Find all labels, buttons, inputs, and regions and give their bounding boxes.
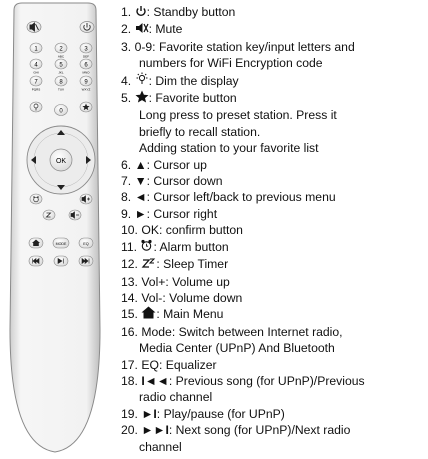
legend-item-number: 5. (121, 91, 132, 106)
legend-item-text: : Alarm button (153, 239, 229, 254)
legend-item (121, 72, 426, 90)
legend-item-text: 0-9: Favorite station key/input letters and (134, 39, 355, 54)
legend-item-text: : Play/pause (for UPnP) (156, 406, 285, 421)
svg-text:5: 5 (59, 62, 63, 69)
key-0 (55, 105, 68, 116)
legend-item-text: EQ: Equalizer (141, 357, 217, 372)
legend-item (121, 222, 426, 238)
legend-item-text: : Cursor up (146, 157, 207, 172)
legend-item-text: : Next song (for UPnP)/Next radio (168, 423, 351, 438)
legend-item-continuation: radio channel (139, 390, 213, 405)
key-9 (80, 76, 92, 92)
svg-text:ABC: ABC (57, 54, 65, 59)
legend-item-text: Mode: Switch between Internet radio, (141, 324, 343, 339)
legend-item-text: : Previous song (for UPnP)/Previous (168, 373, 365, 388)
legend-item (121, 406, 426, 422)
legend-item-number: 8. (121, 190, 132, 205)
svg-text:6: 6 (84, 62, 88, 69)
prev-button (29, 256, 43, 266)
svg-text:EQ: EQ (83, 241, 89, 246)
key-7 (30, 76, 42, 92)
svg-text:4: 4 (34, 62, 38, 69)
svg-text:2: 2 (59, 46, 63, 53)
legend-item-number: 18. (121, 373, 138, 388)
legend-item-continuation: Media Center (UPnP) And Bluetooth (139, 341, 335, 356)
legend-item-number: 11. (121, 239, 138, 254)
svg-text:3: 3 (84, 46, 88, 53)
legend-item-symbol: ▲ (134, 157, 147, 172)
ok-button (50, 149, 72, 171)
legend-item-number: 20. (121, 423, 138, 438)
legend-item-text: : Favorite button (148, 91, 237, 106)
legend-item (121, 157, 426, 173)
next-button (79, 256, 93, 266)
navigation-ring (27, 126, 95, 194)
legend-item-text: Vol-: Volume down (141, 290, 243, 305)
sleep-icon (141, 257, 156, 273)
legend-item-continuation: Long press to preset station. Press it (139, 108, 337, 123)
svg-text:WXYZ: WXYZ (81, 87, 91, 92)
legend-item-symbol: ◄ (134, 190, 147, 205)
legend-item-number: 2. (121, 22, 132, 37)
legend-item-continuation: channel (139, 439, 182, 454)
home-icon (141, 306, 156, 323)
legend-item (121, 324, 426, 357)
legend-item (121, 373, 426, 406)
legend-item (121, 306, 426, 323)
svg-text:OK: OK (55, 158, 67, 165)
svg-text:TUV: TUV (58, 87, 64, 92)
svg-text:MODE: MODE (55, 241, 67, 246)
legend-item (121, 422, 426, 455)
power-button (80, 22, 94, 33)
dim-button (30, 102, 42, 112)
eq-button (79, 238, 93, 248)
mode-button (53, 238, 69, 248)
legend-item-text: : Cursor down (146, 174, 223, 189)
legend-item-symbol: ► (134, 206, 147, 221)
legend-item-text: Vol+: Volume up (141, 274, 230, 289)
svg-text:PQRS: PQRS (31, 87, 41, 92)
legend-item-number: 17. (121, 357, 138, 372)
sleep-button (43, 210, 55, 220)
legend-item-text: : Sleep Timer (156, 257, 229, 272)
svg-text:8: 8 (59, 79, 63, 86)
legend-item-text: : Cursor right (146, 206, 218, 221)
legend-item-text: : Main Menu (156, 307, 224, 322)
legend-item-number: 14. (121, 290, 138, 305)
legend-item-text: : Standby button (146, 5, 236, 19)
number-pad (30, 43, 92, 92)
play-pause-button (54, 256, 68, 266)
legend-item-text: : Cursor left/back to previous menu (146, 190, 336, 205)
legend-item (121, 21, 426, 38)
legend-item-continuation: Adding station to your favorite list (139, 141, 319, 156)
legend-item-continuation: numbers for WiFi Encryption code (139, 56, 323, 71)
vol-minus-button (69, 210, 81, 220)
legend-item-number: 7. (121, 174, 132, 189)
mute-button (27, 22, 41, 33)
svg-text:GHI: GHI (33, 70, 39, 75)
favorite-button (80, 102, 92, 112)
legend-item (121, 173, 426, 189)
alarm-button (30, 194, 42, 204)
mute-icon (135, 22, 149, 38)
button-legend-list (121, 4, 426, 455)
legend-item-number: 10. (121, 223, 138, 238)
remote-control-illustration (0, 0, 110, 459)
svg-text:DEF: DEF (83, 54, 89, 59)
legend-item-number: 16. (121, 324, 138, 339)
key-1 (30, 43, 42, 53)
legend-item-symbol: ►►I (141, 423, 169, 438)
power-icon (135, 5, 147, 21)
alarm-icon (140, 239, 153, 256)
dim-icon (135, 72, 149, 90)
svg-text:7: 7 (34, 79, 38, 86)
svg-text:0: 0 (59, 108, 63, 115)
legend-item-text: : Mute (148, 22, 183, 37)
svg-text:MNO: MNO (82, 70, 90, 75)
legend-item (121, 90, 426, 157)
svg-text:9: 9 (84, 79, 88, 86)
legend-item-text: OK: confirm button (141, 223, 243, 238)
legend-item-number: 9. (121, 206, 132, 221)
legend-item-symbol: I◄◄ (141, 373, 169, 388)
legend-item-symbol: ▼ (134, 174, 147, 189)
star-icon (135, 90, 149, 107)
svg-text:1: 1 (34, 46, 38, 53)
legend-item-number: 19. (121, 406, 138, 421)
legend-item-number: 4. (121, 73, 132, 88)
legend-item (121, 256, 426, 273)
legend-item (121, 4, 426, 21)
legend-item (121, 206, 426, 222)
legend-item-number: 15. (121, 307, 138, 322)
legend-item (121, 274, 426, 290)
legend-item-continuation: briefly to recall station. (139, 124, 261, 139)
legend-item-symbol: ►I (141, 406, 157, 421)
legend-item-number: 12. (121, 257, 138, 272)
legend-item (121, 239, 426, 256)
legend-item (121, 357, 426, 373)
legend-item-text: : Dim the display (148, 73, 239, 88)
legend-item-number: 1. (121, 5, 132, 19)
legend-item (121, 39, 426, 72)
vol-plus-button (80, 194, 92, 204)
legend-item-number: 3. (121, 39, 132, 54)
svg-text:JKL: JKL (58, 70, 64, 75)
home-button (29, 238, 43, 248)
legend-item (121, 189, 426, 205)
legend-item-number: 6. (121, 157, 132, 172)
legend-item-number: 13. (121, 274, 138, 289)
legend-item (121, 290, 426, 306)
